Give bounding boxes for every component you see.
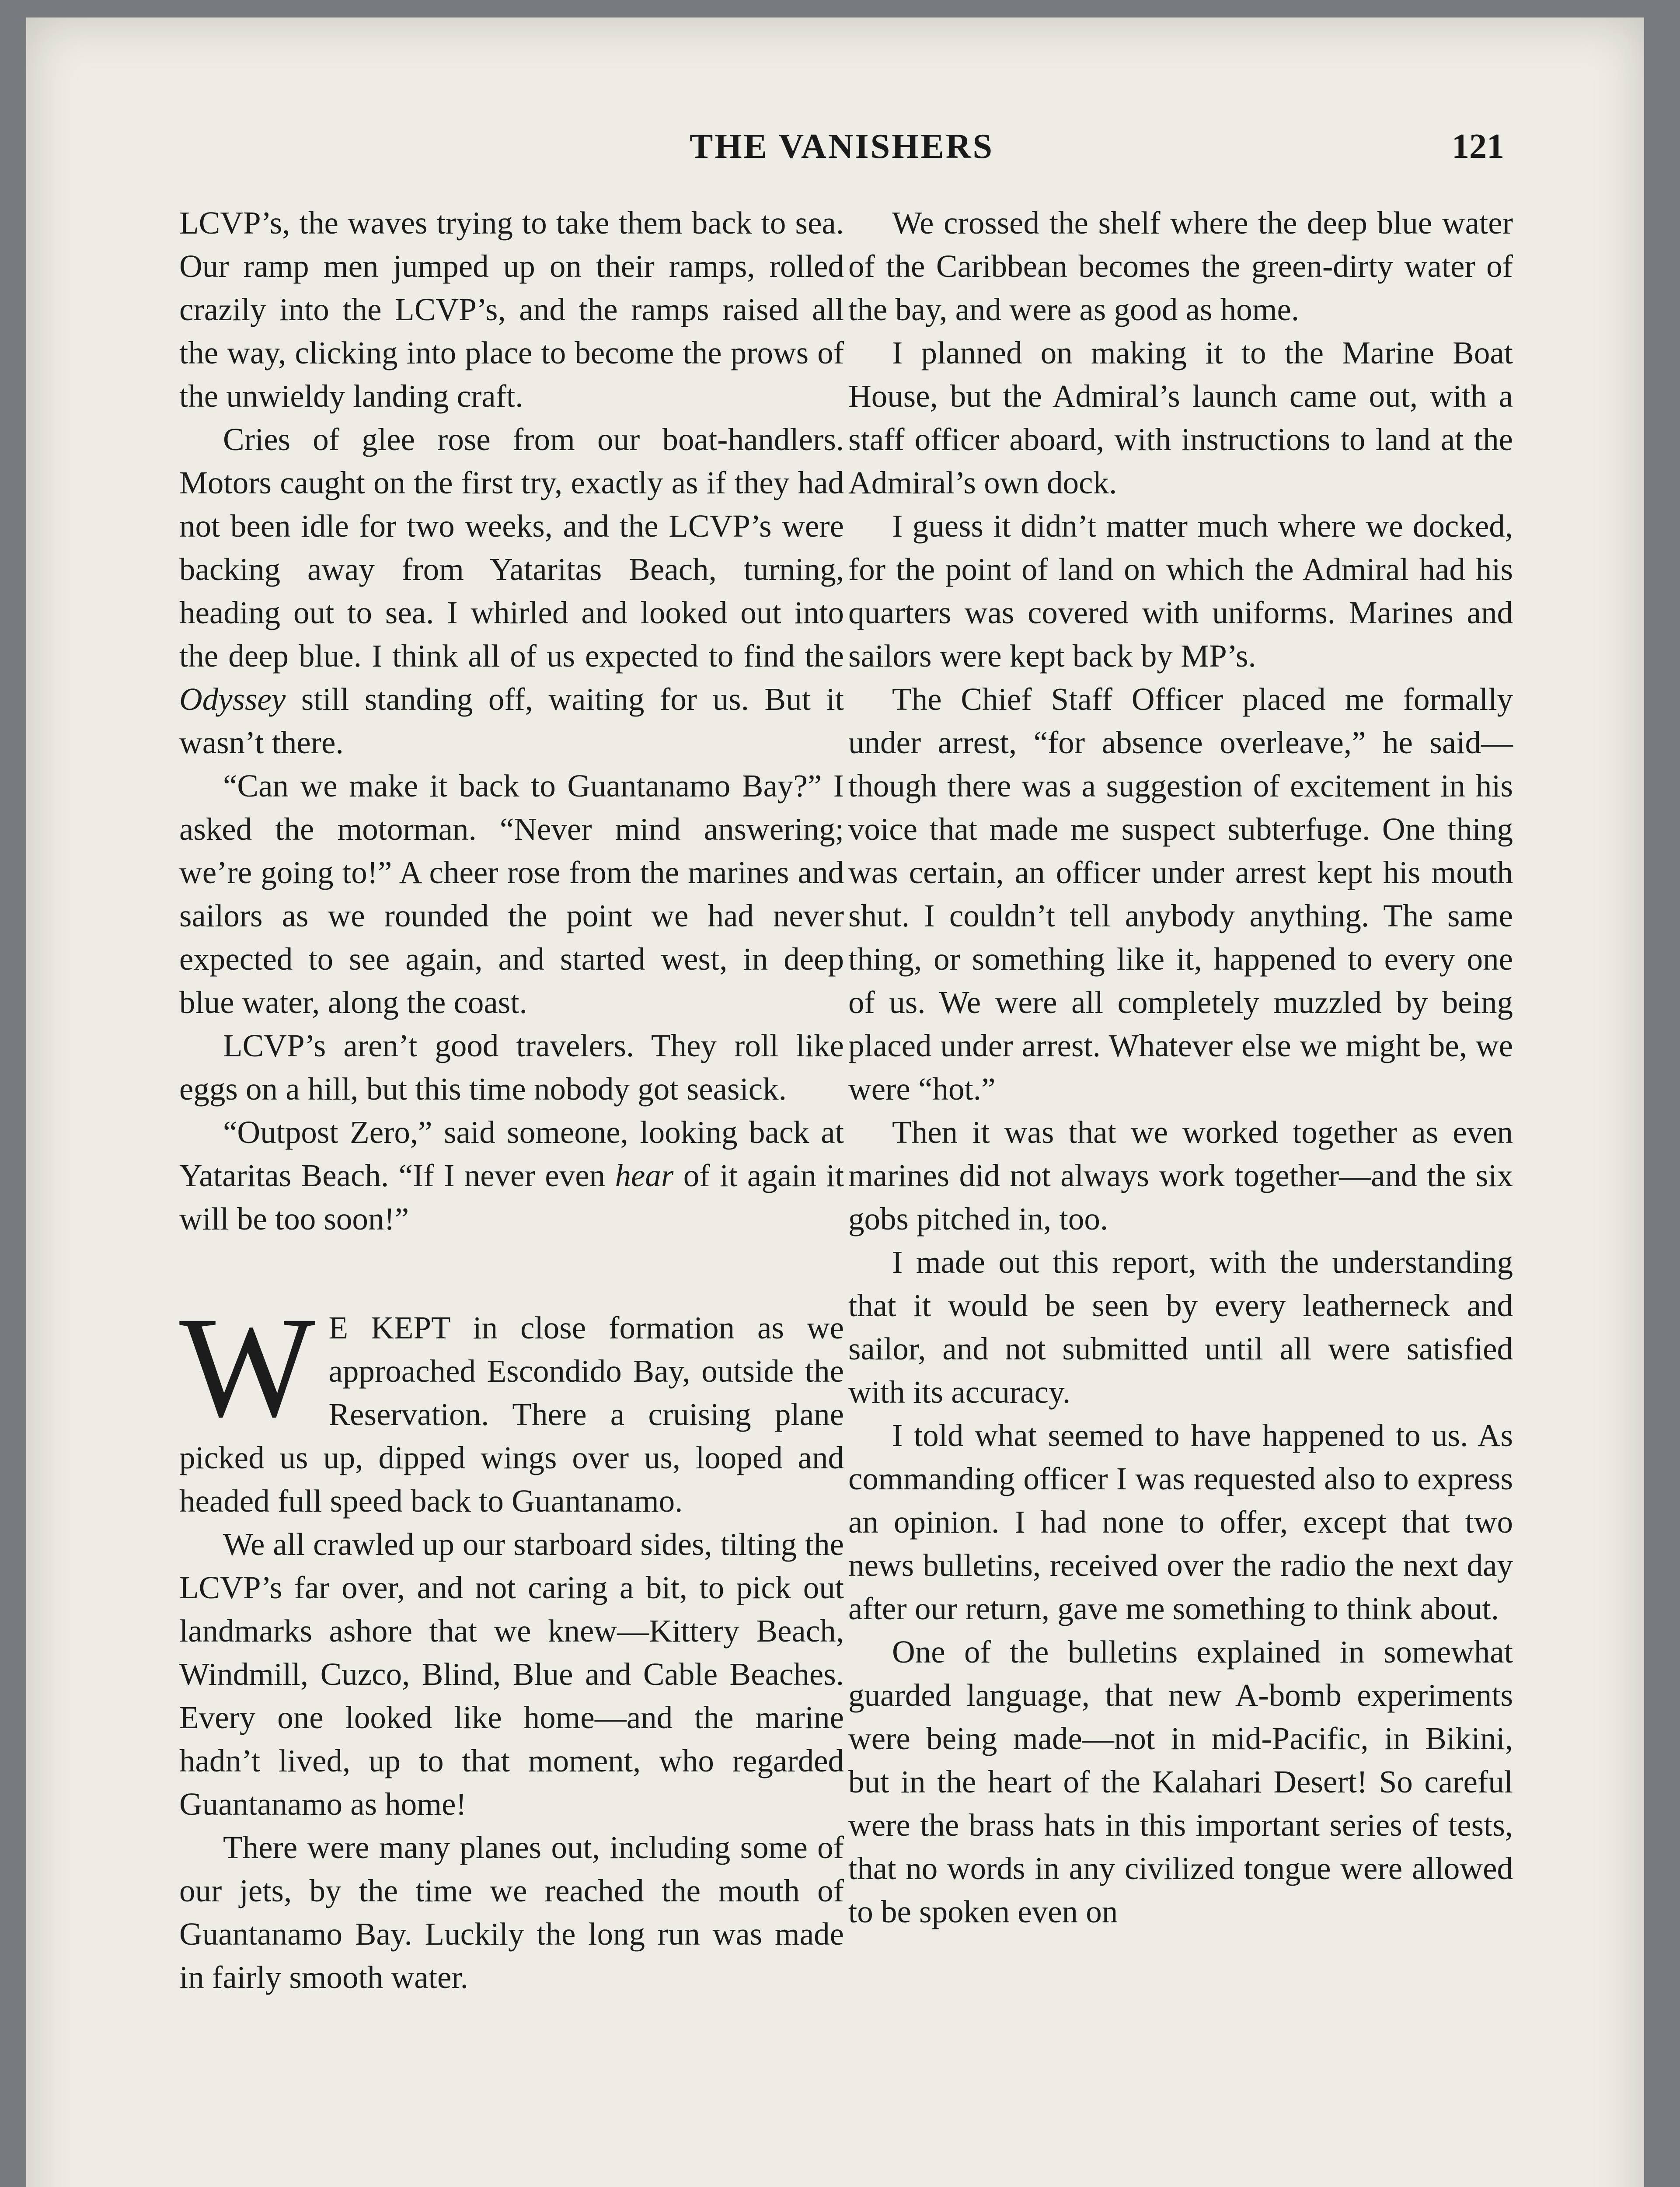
magazine-page bbox=[26, 17, 1644, 2187]
emphasis: hear bbox=[615, 1158, 674, 1193]
left-column bbox=[179, 201, 844, 2187]
page-header bbox=[179, 127, 1504, 179]
paragraph-text: “Outpost Zero,” said someone, looking back at Yataritas Beach. “If I never even bbox=[179, 1114, 844, 1193]
paragraph-text: still standing off, waiting for us. But it wasn’t there. bbox=[179, 681, 844, 760]
right-column bbox=[848, 201, 1513, 2187]
paragraph: Then it was that we worked together as even marines did not always work together—and the six gobs pitched in, too. bbox=[848, 1114, 1513, 1237]
paragraph: We crossed the shelf where the deep blue water of the Caribbean becomes the green-dirty water of the bay, and were as good as home. bbox=[848, 205, 1513, 327]
paragraph: I planned on making it to the Marine Boat House, but the Admiral’s launch came out, with a staff officer aboard, with instructions to land at the Admiral’s own dock. bbox=[848, 335, 1513, 500]
ship-name: Odyssey bbox=[179, 681, 286, 717]
drop-cap: W bbox=[179, 1287, 316, 1447]
running-title: THE VANISHERS bbox=[690, 127, 994, 166]
paragraph: We all crawled up our starboard sides, tilting the LCVP’s far over, and not caring a bit, to pick out landmarks ashore that we knew—Kittery Beach, Windmill, Cuzco, Blind, Blue and Cable Beaches. Every one looked like home—and the marine hadn’t lived, up to that moment, who regarded Guantanamo as home! bbox=[179, 1527, 844, 1822]
paragraph: LCVP’s, the waves trying to take them back to sea. Our ramp men jumped up on their ramps, rolled crazily into the LCVP’s, and the ramps raised all the way, clicking into place to become the prows of the unwieldy landing craft. bbox=[179, 205, 844, 414]
page-number: 121 bbox=[1452, 127, 1504, 166]
paragraph-text: E KEPT in close formation as we approached Escondido Bay, outside the Reservation. There a cruising plane picked us up, dipped wings over us, looped and headed full speed back to Guantanamo. bbox=[179, 1310, 844, 1519]
paragraph-text: Cries of glee rose from our boat-handlers. Motors caught on the first try, exactly as if they had not been idle for two weeks, and the LCVP’s were backing away from Yataritas Beach, turning, heading out to sea. I whirled and looked out into the deep blue. I think all of us expected to find the bbox=[179, 422, 844, 674]
paragraph bbox=[179, 418, 844, 764]
paragraph: I made out this report, with the understanding that it would be seen by every leatherneck and sailor, and not submitted until all were satisfied with its accuracy. bbox=[848, 1244, 1513, 1410]
text-columns bbox=[179, 201, 1513, 2187]
paragraph: The Chief Staff Officer placed me formally under arrest, “for absence overleave,” he said—though there was a suggestion of excitement in his voice that made me suspect subterfuge. One thing was certain, an officer under arrest kept his mouth shut. I couldn’t tell anybody anything. The same thing, or something like it, happened to every one of us. We were all completely muzzled by being placed under arrest. Whatever else we might be, we were “hot.” bbox=[848, 681, 1513, 1107]
section-start-paragraph bbox=[179, 1287, 844, 1523]
paragraph bbox=[179, 1111, 844, 1240]
paragraph-text: of it again it will be too soon!” bbox=[179, 1158, 844, 1237]
paragraph: I told what seemed to have happened to us. As commanding officer I was requested also to express an opinion. I had none to offer, except that two news bulletins, received over the radio the next day after our return, gave me something to think about. bbox=[848, 1418, 1513, 1626]
paragraph: There were many planes out, including some of our jets, by the time we reached the mouth of Guantanamo Bay. Luckily the long run was made in fairly smooth water. bbox=[179, 1830, 844, 1995]
paragraph: “Can we make it back to Guantanamo Bay?” I asked the motorman. “Never mind answering; we’re going to!” A cheer rose from the marines and sailors as we rounded the point we had never expected to see again, and started west, in deep blue water, along the coast. bbox=[179, 768, 844, 1020]
paragraph: I guess it didn’t matter much where we docked, for the point of land on which the Admiral had his quarters was covered with uniforms. Marines and sailors were kept back by MP’s. bbox=[848, 508, 1513, 674]
paragraph: One of the bulletins explained in somewhat guarded language, that new A-bomb experiments were being made—not in mid-Pacific, in Bikini, but in the heart of the Kalahari Desert! So careful were the brass hats in this important series of tests, that no words in any civilized tongue were allowed to be spoken even on bbox=[848, 1634, 1513, 1929]
paragraph: LCVP’s aren’t good travelers. They roll like eggs on a hill, but this time nobody got seasick. bbox=[179, 1028, 844, 1107]
